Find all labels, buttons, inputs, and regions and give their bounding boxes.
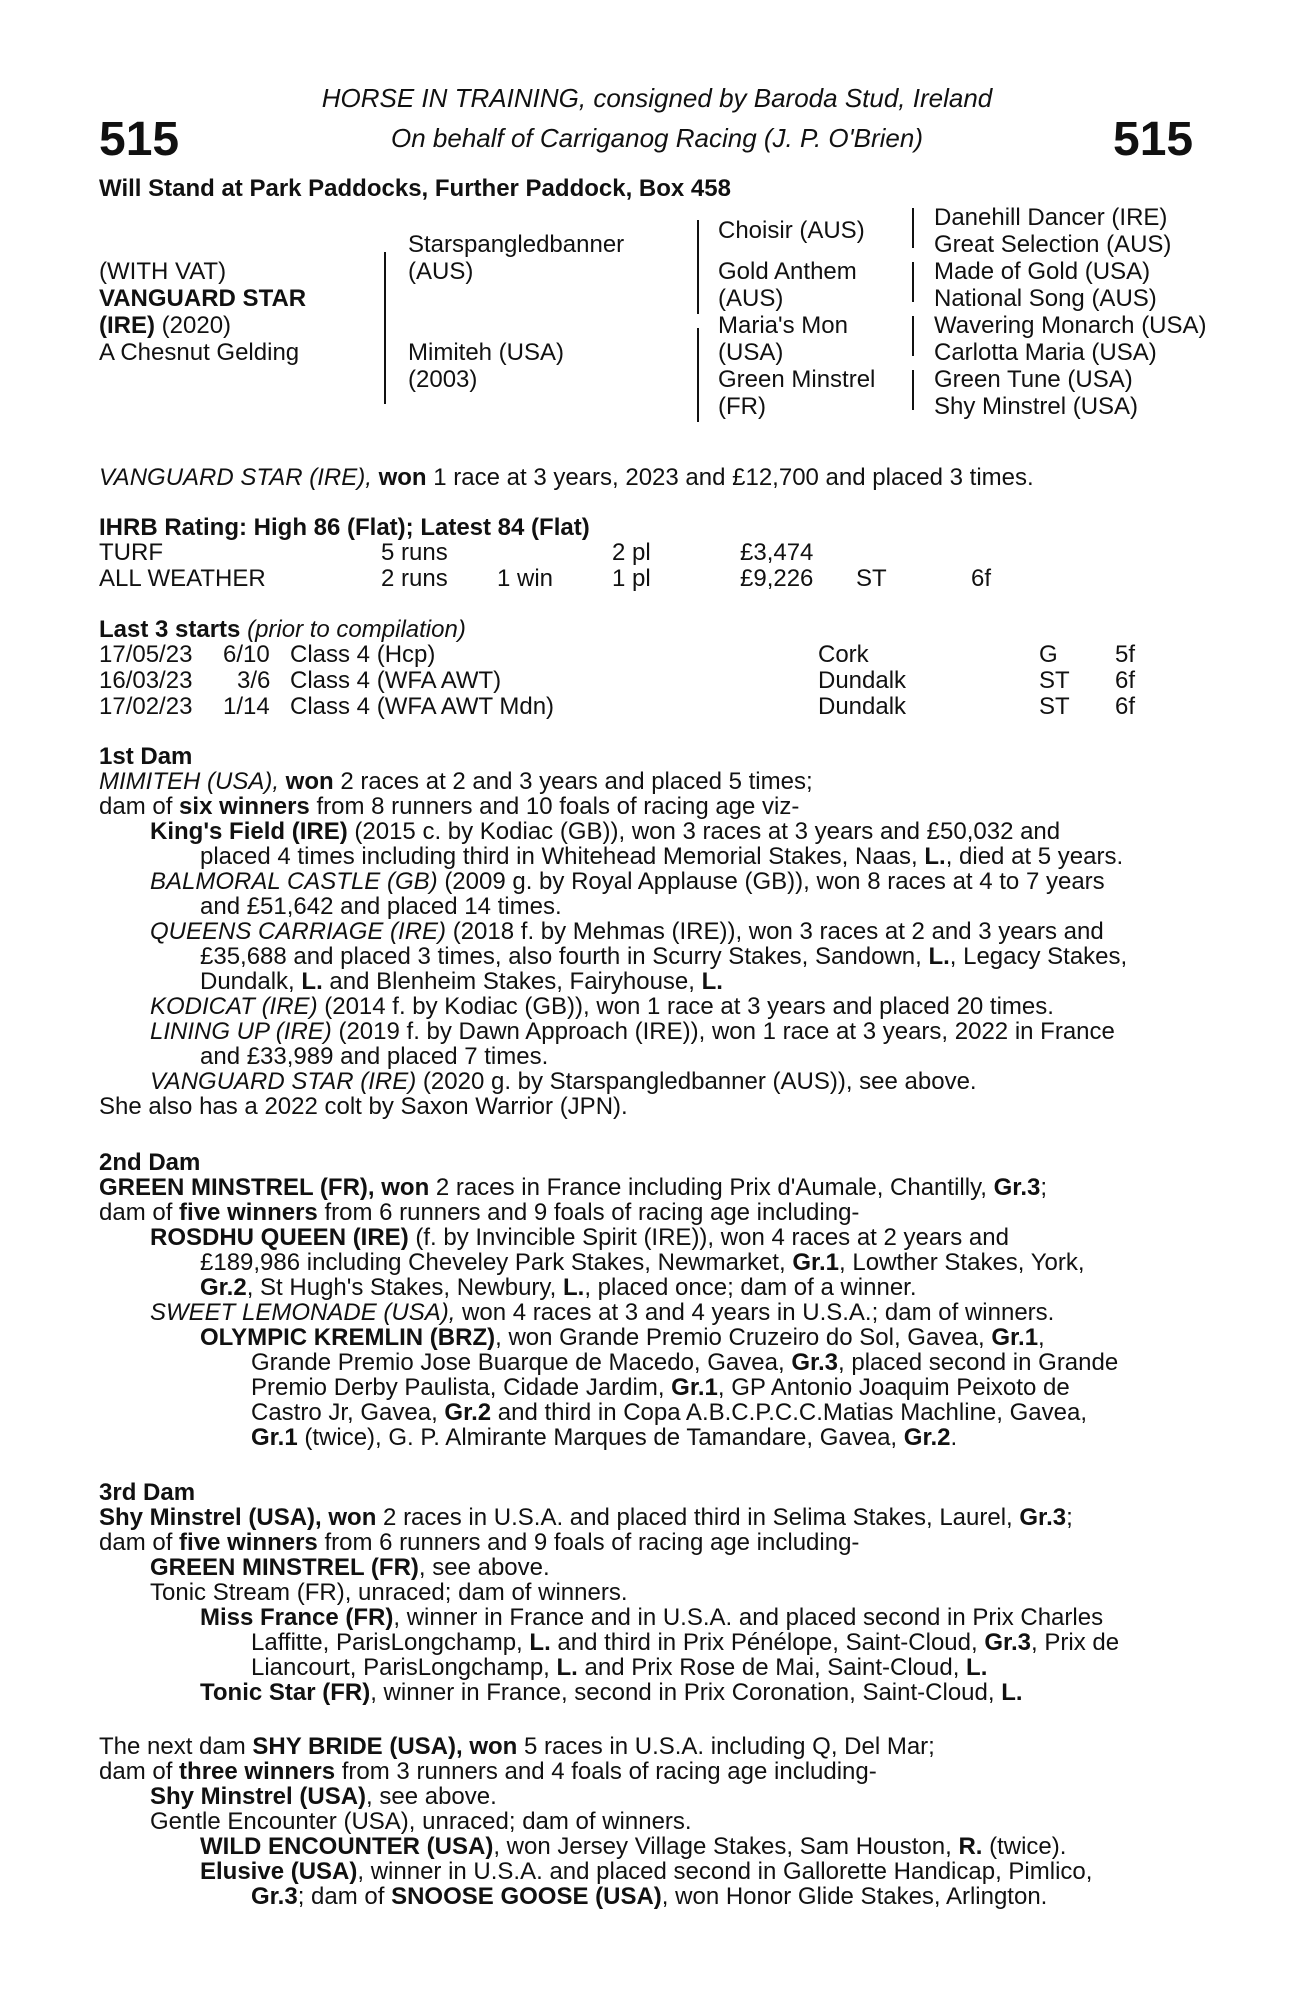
grand-5: Wavering Monarch (USA) xyxy=(934,312,1207,339)
dam-sire-line2: (USA) xyxy=(718,339,784,366)
start-date: 17/05/23 xyxy=(99,641,193,668)
grand-8: Shy Minstrel (USA) xyxy=(934,393,1139,420)
produce-gentle-encounter: Gentle Encounter (USA), unraced; dam of winners. xyxy=(150,1808,692,1835)
second-dam-section xyxy=(99,1150,1201,1450)
on-behalf-line: On behalf of Carriganog Racing (J. P. O'Brien) xyxy=(391,123,923,153)
third-dam-section xyxy=(99,1480,1201,1705)
rating-placed: 2 pl xyxy=(612,539,651,566)
horse-name: VANGUARD STAR xyxy=(99,285,307,312)
rating-wins: 1 win xyxy=(497,565,554,592)
rating-runs: 5 runs xyxy=(381,539,448,566)
start-date: 16/03/23 xyxy=(99,667,193,694)
produce-olympic-kremlin-cont4: Gr.1 (twice), G. P. Almirante Marques de Tamandare, Gavea, Gr.2. xyxy=(251,1424,958,1451)
produce-rosdhu-queen-cont: £189,986 including Cheveley Park Stakes, Newmarket, Gr.1, Lowther Stakes, York, xyxy=(200,1249,1085,1276)
start-course: Dundalk xyxy=(818,693,907,720)
produce-rosdhu-queen-cont2: Gr.2, St Hugh's Stakes, Newbury, L., placed once; dam of a winner. xyxy=(200,1274,917,1301)
pedigree-brace-4 xyxy=(912,208,914,248)
produce-lining-up-cont: and £33,989 and placed 7 times. xyxy=(200,1043,549,1070)
first-dam-produce: dam of six winners from 8 runners and 10 foals of racing age viz- xyxy=(99,793,800,820)
rating-dist: 6f xyxy=(971,565,992,592)
produce-miss-france-cont2: Liancourt, ParisLongchamp, L. and Prix Rose de Mai, Saint-Cloud, L. xyxy=(251,1654,988,1681)
dam-line1: Mimiteh (USA) xyxy=(408,339,565,366)
pedigree-brace-2 xyxy=(697,220,699,314)
sire-line2: (AUS) xyxy=(408,258,474,285)
produce-wild-encounter: WILD ENCOUNTER (USA), won Jersey Village Stakes, Sam Houston, R. (twice). xyxy=(200,1833,1067,1860)
third-dam-produce: dam of five winners from 6 runners and 9 foals of racing age including- xyxy=(99,1529,860,1556)
produce-lining-up: LINING UP (IRE) (2019 f. by Dawn Approach (IRE)), won 1 race at 3 years, 2022 in France xyxy=(150,1018,1115,1045)
rating-prize: £9,226 xyxy=(740,565,814,592)
produce-balmoral-castle-cont: and £51,642 and placed 14 times. xyxy=(200,893,562,920)
dam-dam-line1: Green Minstrel xyxy=(718,366,876,393)
produce-olympic-kremlin: OLYMPIC KREMLIN (BRZ), won Grande Premio Cruzeiro do Sol, Gavea, Gr.1, xyxy=(200,1324,1045,1351)
second-dam-produce: dam of five winners from 6 runners and 9 foals of racing age including- xyxy=(99,1199,860,1226)
horse-description: A Chesnut Gelding xyxy=(99,339,300,366)
also-has: She also has a 2022 colt by Saxon Warrior (JPN). xyxy=(99,1093,628,1120)
produce-balmoral-castle: BALMORAL CASTLE (GB) (2009 g. by Royal Applause (GB)), won 8 races at 4 to 7 years xyxy=(150,868,1105,895)
start-going: ST xyxy=(1039,693,1070,720)
pedigree-brace-6 xyxy=(912,316,914,356)
next-dam-produce: dam of three winners from 3 runners and 4 foals of racing age including- xyxy=(99,1758,877,1785)
produce-queens-carriage-cont2: Dundalk, L. and Blenheim Stakes, Fairyhouse, L. xyxy=(200,968,723,995)
pedigree-brace-3 xyxy=(697,328,699,422)
start-course: Dundalk xyxy=(818,667,907,694)
lot-number-right: 515 xyxy=(1113,113,1194,166)
produce-kings-field-cont: placed 4 times including third in Whitehead Memorial Stakes, Naas, L., died at 5 years. xyxy=(200,843,1124,870)
start-going: G xyxy=(1039,641,1058,668)
race-summary: VANGUARD STAR (IRE), won 1 race at 3 years, 2023 and £12,700 and placed 3 times. xyxy=(99,464,1034,491)
rating-prize: £3,474 xyxy=(740,539,814,566)
vat-note: (WITH VAT) xyxy=(99,258,227,285)
produce-queens-carriage: QUEENS CARRIAGE (IRE) (2018 f. by Mehmas (IRE)), won 3 races at 2 and 3 years and xyxy=(150,918,1104,945)
produce-queens-carriage-cont: £35,688 and placed 3 times, also fourth in Scurry Stakes, Sandown, L., Legacy Stakes, xyxy=(200,943,1128,970)
produce-tonic-star: Tonic Star (FR), winner in France, second in Prix Coronation, Saint-Cloud, L. xyxy=(200,1679,1023,1706)
start-dist: 5f xyxy=(1115,641,1136,668)
third-dam-line: Shy Minstrel (USA), won 2 races in U.S.A. and placed third in Selima Stakes, Laurel, Gr.3; xyxy=(99,1504,1073,1531)
dam-sire-line1: Maria's Mon xyxy=(718,312,848,339)
dam-line2: (2003) xyxy=(408,366,478,393)
pedigree-brace-5 xyxy=(912,262,914,302)
rating-surface: TURF xyxy=(99,539,163,566)
start-pos: 3/6 xyxy=(237,667,271,694)
next-dam-line: The next dam SHY BRIDE (USA), won 5 races in U.S.A. including Q, Del Mar; xyxy=(99,1733,935,1760)
start-pos: 1/14 xyxy=(223,693,270,720)
third-dam-title: 3rd Dam xyxy=(99,1479,196,1506)
produce-olympic-kremlin-cont: Grande Premio Jose Buarque de Macedo, Gavea, Gr.3, placed second in Grande xyxy=(251,1349,1119,1376)
start-date: 17/02/23 xyxy=(99,693,193,720)
grand-6: Carlotta Maria (USA) xyxy=(934,339,1157,366)
sire-line1: Starspangledbanner xyxy=(408,231,625,258)
stand-location: Will Stand at Park Paddocks, Further Paddock, Box 458 xyxy=(99,175,731,202)
produce-miss-france-cont: Laffitte, ParisLongchamp, L. and third in Prix Pénélope, Saint-Cloud, Gr.3, Prix de xyxy=(251,1629,1120,1656)
pedigree-brace-7 xyxy=(912,370,914,410)
grand-2: Great Selection (AUS) xyxy=(934,231,1172,258)
rating-surface: ALL WEATHER xyxy=(99,565,266,592)
produce-sweet-lemonade: SWEET LEMONADE (USA), won 4 races at 3 and 4 years in U.S.A.; dam of winners. xyxy=(150,1299,1055,1326)
grand-7: Green Tune (USA) xyxy=(934,366,1133,393)
produce-elusive: Elusive (USA), winner in U.S.A. and placed second in Gallorette Handicap, Pimlico, xyxy=(200,1858,1093,1885)
start-race: Class 4 (WFA AWT) xyxy=(290,667,502,694)
rating-going: ST xyxy=(856,565,887,592)
start-race: Class 4 (WFA AWT Mdn) xyxy=(290,693,555,720)
first-dam-section xyxy=(99,744,1201,1119)
start-dist: 6f xyxy=(1115,667,1136,694)
lot-number-left: 515 xyxy=(99,113,180,166)
produce-shy-minstrel: Shy Minstrel (USA), see above. xyxy=(150,1783,497,1810)
pedigree-brace-1 xyxy=(384,252,386,404)
produce-olympic-kremlin-cont2: Premio Derby Paulista, Cidade Jardim, Gr.1, GP Antonio Joaquim Peixoto de xyxy=(251,1374,1070,1401)
produce-green-minstrel: GREEN MINSTREL (FR), see above. xyxy=(150,1554,550,1581)
first-dam-line: MIMITEH (USA), won 2 races at 2 and 3 years and placed 5 times; xyxy=(99,768,813,795)
start-going: ST xyxy=(1039,667,1070,694)
second-dam-line: GREEN MINSTREL (FR), won 2 races in France including Prix d'Aumale, Chantilly, Gr.3; xyxy=(99,1174,1048,1201)
rating-placed: 1 pl xyxy=(612,565,651,592)
sire-dam-line2: (AUS) xyxy=(718,285,784,312)
horse-origin-year: (IRE) (2020) xyxy=(99,312,232,339)
sire-sire: Choisir (AUS) xyxy=(718,217,865,244)
produce-elusive-cont: Gr.3; dam of SNOOSE GOOSE (USA), won Honor Glide Stakes, Arlington. xyxy=(251,1883,1048,1910)
start-course: Cork xyxy=(818,641,869,668)
start-pos: 6/10 xyxy=(223,641,270,668)
produce-miss-france: Miss France (FR), winner in France and in U.S.A. and placed second in Prix Charles xyxy=(200,1604,1104,1631)
first-dam-title: 1st Dam xyxy=(99,743,193,770)
rating-title: IHRB Rating: High 86 (Flat); Latest 84 (Flat) xyxy=(99,514,590,541)
last-starts-title: Last 3 starts (prior to compilation) xyxy=(99,616,466,643)
produce-kings-field: King's Field (IRE) (2015 c. by Kodiac (GB)), won 3 races at 3 years and £50,032 and xyxy=(150,818,1061,845)
produce-olympic-kremlin-cont3: Castro Jr, Gavea, Gr.2 and third in Copa A.B.C.P.C.C.Matias Machline, Gavea, xyxy=(251,1399,1087,1426)
produce-vanguard-star: VANGUARD STAR (IRE) (2020 g. by Starspangledbanner (AUS)), see above. xyxy=(150,1068,977,1095)
grand-4: National Song (AUS) xyxy=(934,285,1157,312)
dam-dam-line2: (FR) xyxy=(718,393,766,420)
produce-rosdhu-queen: ROSDHU QUEEN (IRE) (f. by Invincible Spirit (IRE)), won 4 races at 2 years and xyxy=(150,1224,1009,1251)
start-dist: 6f xyxy=(1115,693,1136,720)
produce-tonic-stream: Tonic Stream (FR), unraced; dam of winners. xyxy=(150,1579,628,1606)
start-race: Class 4 (Hcp) xyxy=(290,641,436,668)
second-dam-title: 2nd Dam xyxy=(99,1149,201,1176)
grand-3: Made of Gold (USA) xyxy=(934,258,1151,285)
next-dam-section xyxy=(99,1734,1201,1909)
consignor-line: HORSE IN TRAINING, consigned by Baroda Stud, Ireland xyxy=(321,83,993,113)
rating-runs: 2 runs xyxy=(381,565,448,592)
produce-kodicat: KODICAT (IRE) (2014 f. by Kodiac (GB)), won 1 race at 3 years and placed 20 times. xyxy=(150,993,1054,1020)
sire-dam-line1: Gold Anthem xyxy=(718,258,857,285)
grand-1: Danehill Dancer (IRE) xyxy=(934,204,1168,231)
